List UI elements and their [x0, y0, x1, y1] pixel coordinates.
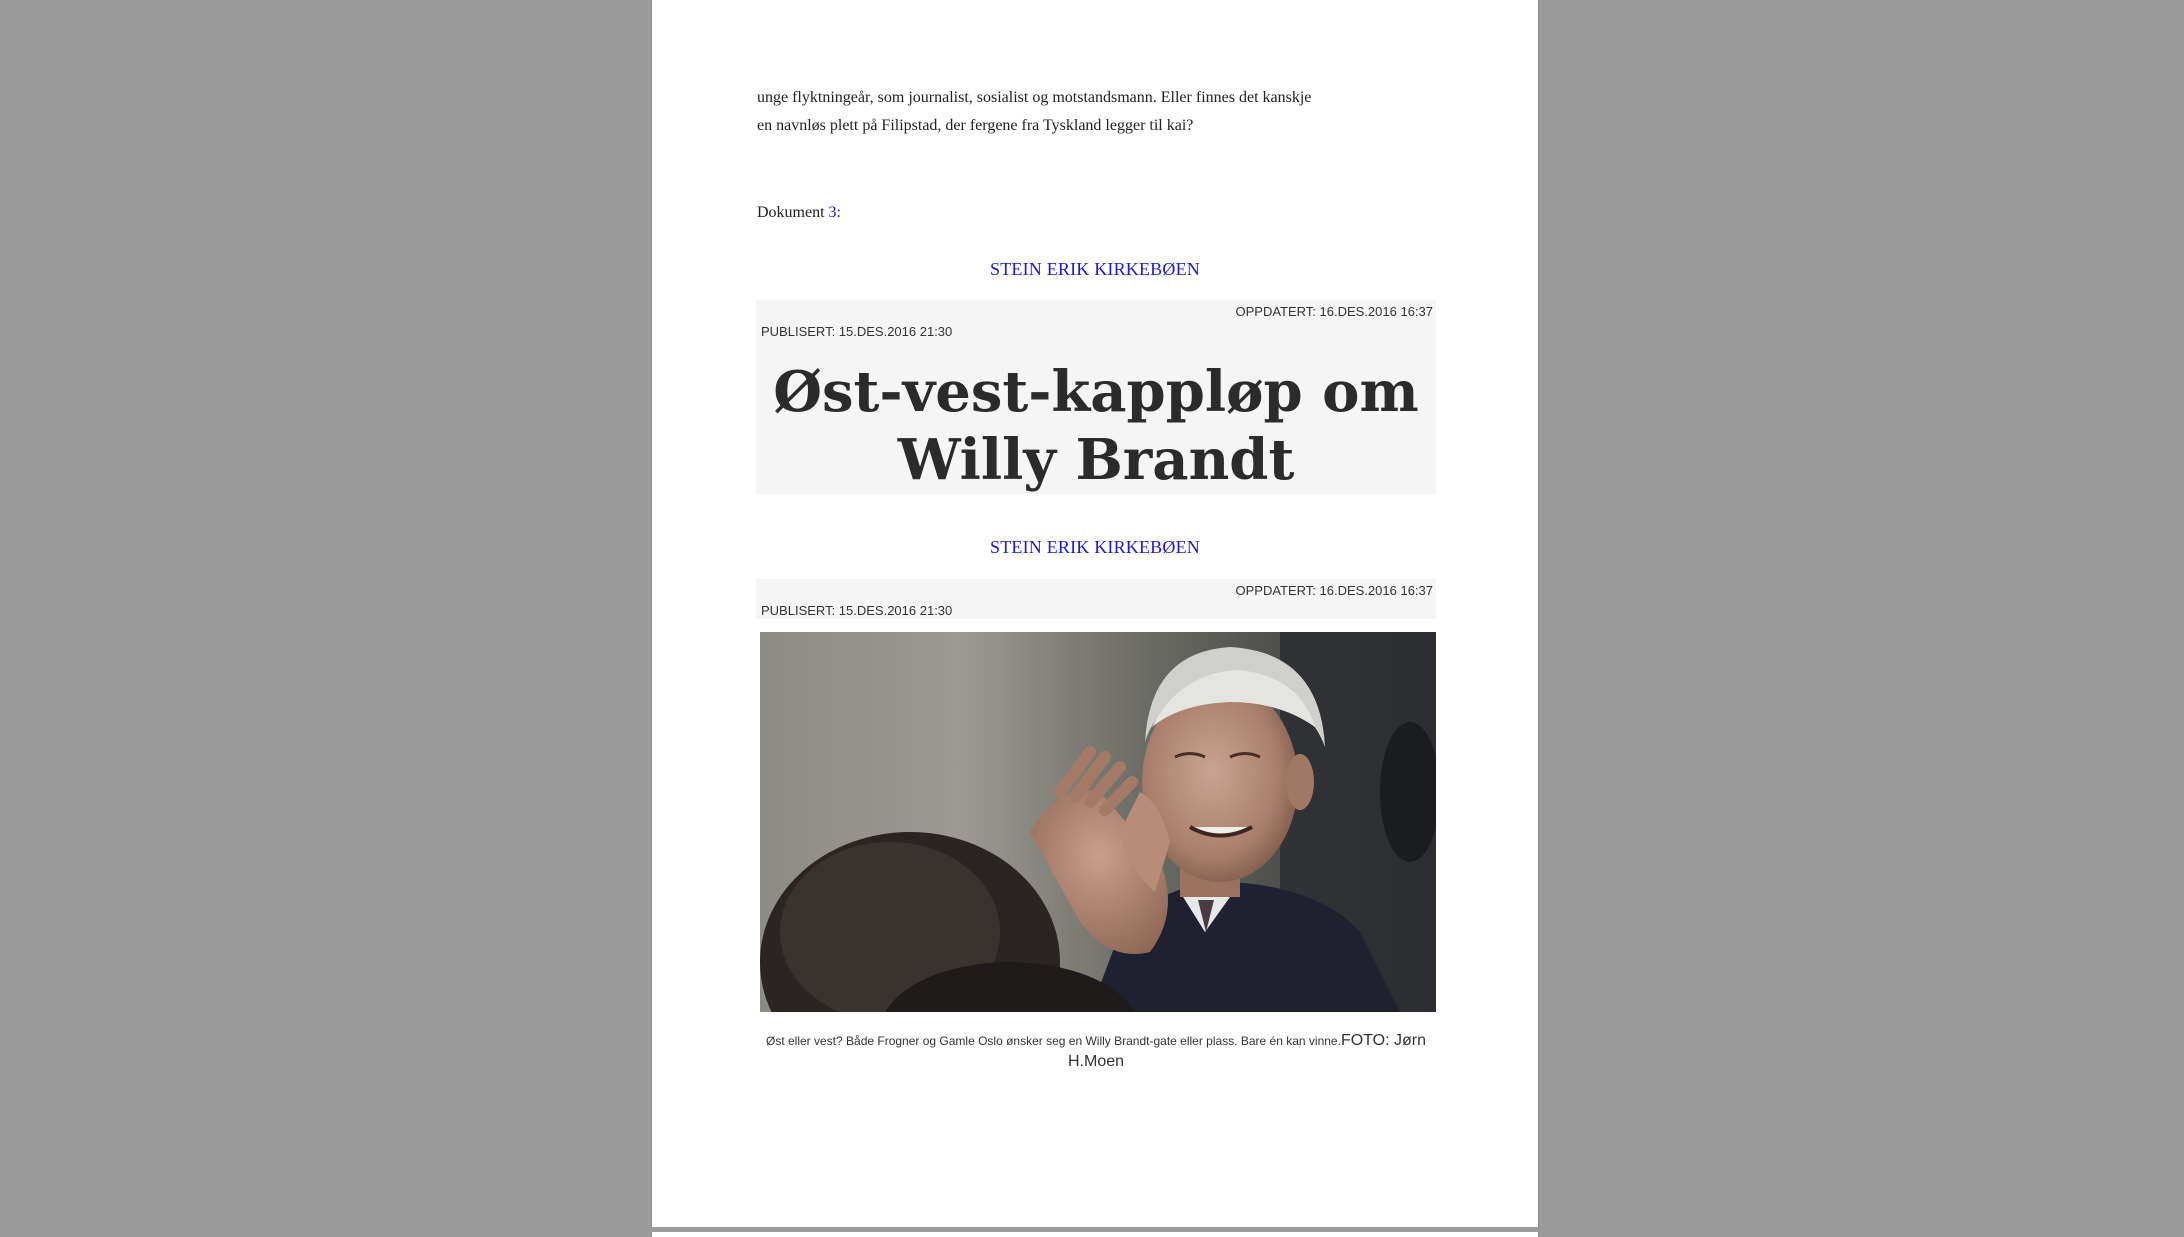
- next-page-edge: [651, 1232, 1539, 1237]
- document-page: [651, 0, 1539, 1227]
- updated-timestamp: OPPDATERT: 16.DES.2016 16:37: [1235, 304, 1433, 319]
- headline-line: Willy Brandt: [897, 427, 1295, 493]
- document-label-number: 3:: [828, 204, 841, 221]
- caption-text: Øst eller vest? Både Frogner og Gamle Oslo ønsker seg en Willy Brandt-gate eller plass. Bare én kan vinne.: [766, 1034, 1341, 1048]
- photo-credit: FOTO: Jørn: [1340, 1032, 1426, 1049]
- byline-link[interactable]: STEIN ERIK KIRKEBØEN: [990, 537, 1200, 557]
- intro-line: unge flyktningeår, som journalist, sosialist og motstandsmann. Eller finnes det kanskje: [757, 89, 1312, 106]
- published-timestamp: PUBLISERT: 15.DES.2016 21:30: [761, 603, 953, 618]
- published-timestamp: PUBLISERT: 15.DES.2016 21:30: [761, 324, 953, 339]
- article-photo: [760, 632, 1436, 1012]
- photo-caption: [756, 1030, 1436, 1072]
- photo-credit-continued: H.Moen: [1067, 1053, 1125, 1070]
- intro-line: en navnløs plett på Filipstad, der fergene fra Tyskland legger til kai?: [757, 117, 1194, 134]
- article-header-box: [756, 300, 1436, 494]
- document-label-prefix: Dokument: [757, 204, 829, 221]
- article-headline: [756, 358, 1436, 494]
- photo-illustration: [760, 632, 1436, 1012]
- updated-timestamp: OPPDATERT: 16.DES.2016 16:37: [1235, 583, 1433, 598]
- intro-paragraph: [757, 84, 1457, 140]
- article-meta-box: [756, 579, 1436, 619]
- headline-line: Øst-vest-kappløp om: [773, 359, 1419, 425]
- document-label: [757, 204, 841, 222]
- byline-link[interactable]: STEIN ERIK KIRKEBØEN: [990, 259, 1200, 279]
